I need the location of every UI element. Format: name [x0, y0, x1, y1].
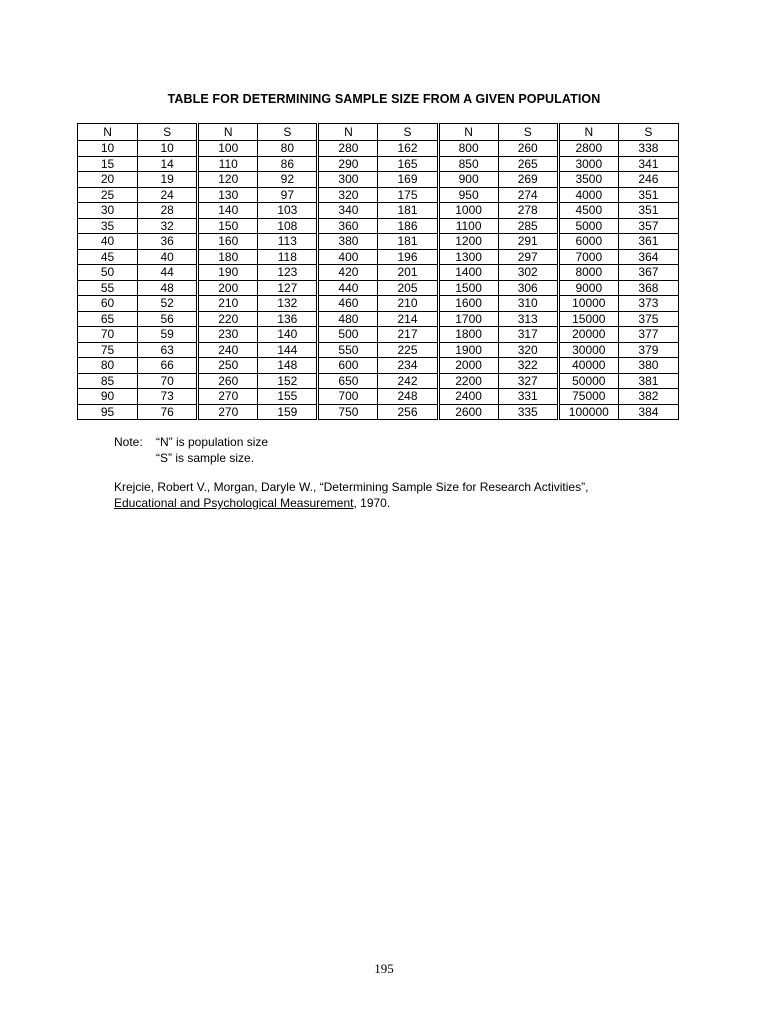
- population-cell: 15: [78, 156, 138, 172]
- population-cell: 200: [198, 280, 258, 296]
- sample-cell: 246: [618, 172, 678, 188]
- column-header-s: S: [258, 124, 318, 141]
- population-cell: 400: [318, 249, 378, 265]
- sample-cell: 70: [138, 373, 198, 389]
- population-cell: 75: [78, 342, 138, 358]
- sample-cell: 341: [618, 156, 678, 172]
- population-cell: 900: [438, 172, 498, 188]
- sample-cell: 97: [258, 187, 318, 203]
- sample-cell: 140: [258, 327, 318, 343]
- sample-cell: 196: [378, 249, 438, 265]
- sample-cell: 103: [258, 203, 318, 219]
- table-row: [78, 234, 679, 250]
- sample-cell: 48: [138, 280, 198, 296]
- population-cell: 50: [78, 265, 138, 281]
- note-line-sample: “S” is sample size.: [156, 451, 255, 465]
- sample-cell: 361: [618, 234, 678, 250]
- population-cell: 850: [438, 156, 498, 172]
- population-cell: 180: [198, 249, 258, 265]
- population-cell: 210: [198, 296, 258, 312]
- population-cell: 250: [198, 358, 258, 374]
- population-cell: 270: [198, 404, 258, 420]
- note-line-population: “N” is population size: [156, 435, 269, 449]
- population-cell: 95: [78, 404, 138, 420]
- population-cell: 6000: [558, 234, 618, 250]
- sample-cell: 44: [138, 265, 198, 281]
- sample-cell: 132: [258, 296, 318, 312]
- table-row: [78, 218, 679, 234]
- population-cell: 460: [318, 296, 378, 312]
- sample-cell: 320: [498, 342, 558, 358]
- population-cell: 1600: [438, 296, 498, 312]
- population-cell: 4500: [558, 203, 618, 219]
- population-cell: 160: [198, 234, 258, 250]
- sample-cell: 338: [618, 141, 678, 157]
- sample-cell: 36: [138, 234, 198, 250]
- population-cell: 1500: [438, 280, 498, 296]
- population-cell: 4000: [558, 187, 618, 203]
- population-cell: 5000: [558, 218, 618, 234]
- column-header-s: S: [138, 124, 198, 141]
- note-label: Note:: [114, 435, 143, 449]
- sample-cell: 159: [258, 404, 318, 420]
- sample-cell: 260: [498, 141, 558, 157]
- population-cell: 2800: [558, 141, 618, 157]
- population-cell: 1100: [438, 218, 498, 234]
- sample-cell: 108: [258, 218, 318, 234]
- sample-cell: 375: [618, 311, 678, 327]
- note-block: [114, 434, 268, 466]
- table-row: [78, 389, 679, 405]
- population-cell: 340: [318, 203, 378, 219]
- population-cell: 600: [318, 358, 378, 374]
- table-header-row: [78, 124, 679, 141]
- column-header-s: S: [618, 124, 678, 141]
- sample-cell: 306: [498, 280, 558, 296]
- table-row: [78, 249, 679, 265]
- sample-cell: 10: [138, 141, 198, 157]
- population-cell: 50000: [558, 373, 618, 389]
- population-cell: 2600: [438, 404, 498, 420]
- population-cell: 140: [198, 203, 258, 219]
- population-cell: 10000: [558, 296, 618, 312]
- page-title: TABLE FOR DETERMINING SAMPLE SIZE FROM A GIVEN POPULATION: [167, 92, 601, 106]
- table-row: [78, 280, 679, 296]
- sample-cell: 56: [138, 311, 198, 327]
- sample-cell: 256: [378, 404, 438, 420]
- population-cell: 7000: [558, 249, 618, 265]
- table-row: [78, 172, 679, 188]
- sample-cell: 373: [618, 296, 678, 312]
- sample-size-table: [77, 123, 679, 420]
- sample-cell: 205: [378, 280, 438, 296]
- population-cell: 1000: [438, 203, 498, 219]
- population-cell: 30: [78, 203, 138, 219]
- sample-cell: 165: [378, 156, 438, 172]
- sample-cell: 335: [498, 404, 558, 420]
- sample-cell: 181: [378, 234, 438, 250]
- sample-cell: 123: [258, 265, 318, 281]
- population-cell: 300: [318, 172, 378, 188]
- population-cell: 190: [198, 265, 258, 281]
- table-row: [78, 404, 679, 420]
- population-cell: 150: [198, 218, 258, 234]
- population-cell: 8000: [558, 265, 618, 281]
- sample-cell: 351: [618, 203, 678, 219]
- population-cell: 750: [318, 404, 378, 420]
- population-cell: 240: [198, 342, 258, 358]
- table-row: [78, 296, 679, 312]
- population-cell: 550: [318, 342, 378, 358]
- population-cell: 75000: [558, 389, 618, 405]
- sample-cell: 32: [138, 218, 198, 234]
- population-cell: 380: [318, 234, 378, 250]
- page-number: 195: [374, 961, 394, 976]
- population-cell: 30000: [558, 342, 618, 358]
- sample-cell: 76: [138, 404, 198, 420]
- population-cell: 1900: [438, 342, 498, 358]
- table-row: [78, 327, 679, 343]
- sample-cell: 118: [258, 249, 318, 265]
- population-cell: 45: [78, 249, 138, 265]
- sample-cell: 201: [378, 265, 438, 281]
- sample-cell: 367: [618, 265, 678, 281]
- population-cell: 220: [198, 311, 258, 327]
- sample-cell: 302: [498, 265, 558, 281]
- sample-cell: 175: [378, 187, 438, 203]
- sample-cell: 382: [618, 389, 678, 405]
- sample-cell: 331: [498, 389, 558, 405]
- sample-cell: 40: [138, 249, 198, 265]
- sample-cell: 297: [498, 249, 558, 265]
- sample-cell: 379: [618, 342, 678, 358]
- sample-cell: 136: [258, 311, 318, 327]
- population-cell: 1400: [438, 265, 498, 281]
- population-cell: 35: [78, 218, 138, 234]
- population-cell: 2400: [438, 389, 498, 405]
- population-cell: 480: [318, 311, 378, 327]
- sample-cell: 148: [258, 358, 318, 374]
- population-cell: 10: [78, 141, 138, 157]
- population-cell: 700: [318, 389, 378, 405]
- population-cell: 110: [198, 156, 258, 172]
- sample-cell: 225: [378, 342, 438, 358]
- population-cell: 360: [318, 218, 378, 234]
- sample-cell: 217: [378, 327, 438, 343]
- column-header-n: N: [198, 124, 258, 141]
- sample-cell: 152: [258, 373, 318, 389]
- population-cell: 2000: [438, 358, 498, 374]
- population-cell: 60: [78, 296, 138, 312]
- population-cell: 280: [318, 141, 378, 157]
- sample-cell: 181: [378, 203, 438, 219]
- population-cell: 40000: [558, 358, 618, 374]
- citation-journal: Educational and Psychological Measurement: [114, 496, 354, 510]
- sample-cell: 265: [498, 156, 558, 172]
- sample-cell: 127: [258, 280, 318, 296]
- sample-cell: 327: [498, 373, 558, 389]
- population-cell: 25: [78, 187, 138, 203]
- population-cell: 800: [438, 141, 498, 157]
- sample-cell: 52: [138, 296, 198, 312]
- sample-cell: 242: [378, 373, 438, 389]
- citation-block: [114, 479, 588, 511]
- population-cell: 290: [318, 156, 378, 172]
- sample-cell: 368: [618, 280, 678, 296]
- table-row: [78, 141, 679, 157]
- population-cell: 440: [318, 280, 378, 296]
- population-cell: 3500: [558, 172, 618, 188]
- sample-cell: 278: [498, 203, 558, 219]
- column-header-n: N: [438, 124, 498, 141]
- citation-authors: Krejcie, Robert V., Morgan, Daryle W., “Determining Sample Size for Research Activities”,: [114, 480, 589, 494]
- population-cell: 55: [78, 280, 138, 296]
- sample-cell: 59: [138, 327, 198, 343]
- table-body: [78, 141, 679, 420]
- sample-cell: 317: [498, 327, 558, 343]
- sample-cell: 86: [258, 156, 318, 172]
- sample-cell: 351: [618, 187, 678, 203]
- column-header-n: N: [558, 124, 618, 141]
- population-cell: 270: [198, 389, 258, 405]
- sample-cell: 377: [618, 327, 678, 343]
- sample-cell: 322: [498, 358, 558, 374]
- sample-cell: 269: [498, 172, 558, 188]
- population-cell: 90: [78, 389, 138, 405]
- sample-cell: 28: [138, 203, 198, 219]
- population-cell: 260: [198, 373, 258, 389]
- population-cell: 3000: [558, 156, 618, 172]
- sample-cell: 73: [138, 389, 198, 405]
- sample-cell: 113: [258, 234, 318, 250]
- population-cell: 9000: [558, 280, 618, 296]
- population-cell: 40: [78, 234, 138, 250]
- population-cell: 650: [318, 373, 378, 389]
- population-cell: 80: [78, 358, 138, 374]
- sample-cell: 384: [618, 404, 678, 420]
- population-cell: 20: [78, 172, 138, 188]
- citation-year: , 1970.: [353, 496, 391, 510]
- sample-cell: 162: [378, 141, 438, 157]
- sample-cell: 66: [138, 358, 198, 374]
- sample-cell: 210: [378, 296, 438, 312]
- column-header-n: N: [78, 124, 138, 141]
- sample-cell: 274: [498, 187, 558, 203]
- table-row: [78, 342, 679, 358]
- population-cell: 100: [198, 141, 258, 157]
- population-cell: 65: [78, 311, 138, 327]
- sample-cell: 380: [618, 358, 678, 374]
- table-row: [78, 358, 679, 374]
- sample-cell: 80: [258, 141, 318, 157]
- sample-cell: 234: [378, 358, 438, 374]
- population-cell: 500: [318, 327, 378, 343]
- sample-cell: 291: [498, 234, 558, 250]
- population-cell: 120: [198, 172, 258, 188]
- population-cell: 950: [438, 187, 498, 203]
- population-cell: 230: [198, 327, 258, 343]
- table-row: [78, 265, 679, 281]
- sample-cell: 24: [138, 187, 198, 203]
- table-row: [78, 156, 679, 172]
- population-cell: 1300: [438, 249, 498, 265]
- sample-cell: 313: [498, 311, 558, 327]
- column-header-s: S: [498, 124, 558, 141]
- population-cell: 70: [78, 327, 138, 343]
- sample-cell: 92: [258, 172, 318, 188]
- sample-cell: 63: [138, 342, 198, 358]
- population-cell: 15000: [558, 311, 618, 327]
- column-header-s: S: [378, 124, 438, 141]
- sample-cell: 214: [378, 311, 438, 327]
- sample-cell: 248: [378, 389, 438, 405]
- population-cell: 420: [318, 265, 378, 281]
- population-cell: 1800: [438, 327, 498, 343]
- table-row: [78, 311, 679, 327]
- population-cell: 2200: [438, 373, 498, 389]
- column-header-n: N: [318, 124, 378, 141]
- sample-cell: 381: [618, 373, 678, 389]
- population-cell: 85: [78, 373, 138, 389]
- sample-cell: 19: [138, 172, 198, 188]
- sample-cell: 357: [618, 218, 678, 234]
- table-row: [78, 187, 679, 203]
- sample-cell: 285: [498, 218, 558, 234]
- sample-cell: 364: [618, 249, 678, 265]
- sample-cell: 169: [378, 172, 438, 188]
- sample-cell: 310: [498, 296, 558, 312]
- population-cell: 100000: [558, 404, 618, 420]
- table-row: [78, 203, 679, 219]
- population-cell: 20000: [558, 327, 618, 343]
- population-cell: 1200: [438, 234, 498, 250]
- population-cell: 320: [318, 187, 378, 203]
- sample-cell: 14: [138, 156, 198, 172]
- table-row: [78, 373, 679, 389]
- population-cell: 1700: [438, 311, 498, 327]
- sample-cell: 144: [258, 342, 318, 358]
- sample-cell: 155: [258, 389, 318, 405]
- population-cell: 130: [198, 187, 258, 203]
- sample-cell: 186: [378, 218, 438, 234]
